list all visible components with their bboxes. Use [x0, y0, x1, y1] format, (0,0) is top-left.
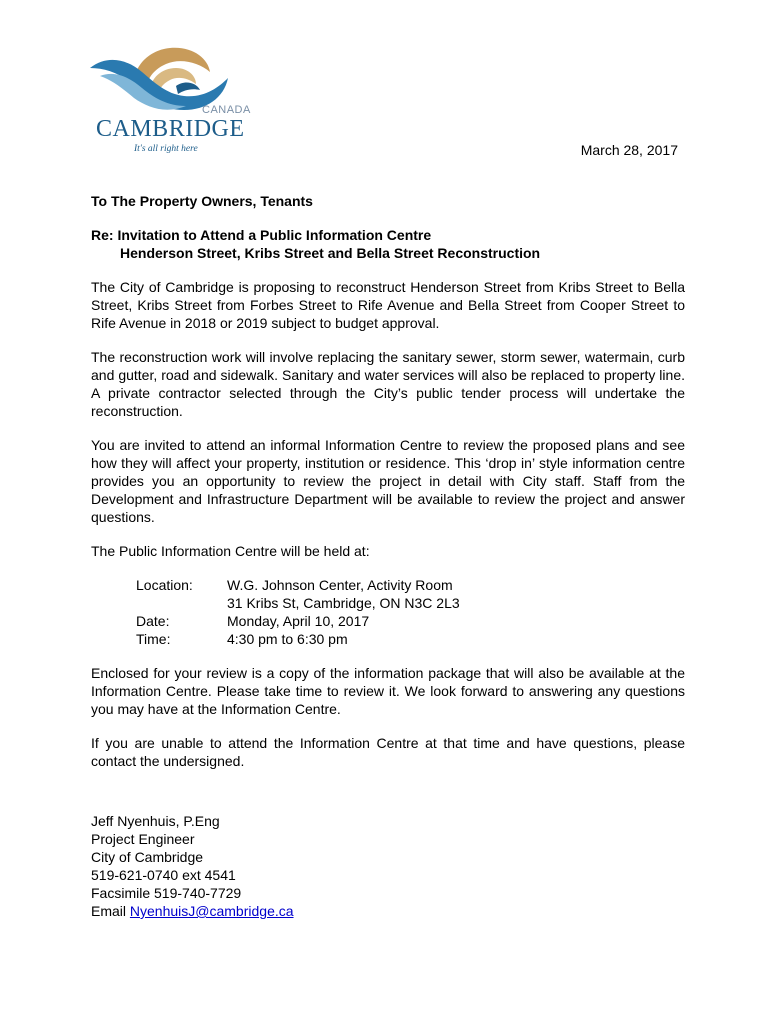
signer-organization: City of Cambridge	[91, 849, 204, 865]
signer-name: Jeff Nyenhuis, P.Eng	[91, 813, 220, 829]
logo-tagline: It's all right here	[134, 144, 198, 154]
paragraph: The Public Information Centre will be held at:	[91, 543, 370, 559]
location-value: W.G. Johnson Center, Activity Room	[227, 577, 453, 593]
paragraph: Enclosed for your review is a copy of the information package that will also be available at the Information Centre. Please take time to review it. We look forward to answering any questions you may have at the Information Centre.	[91, 665, 685, 717]
city-of-cambridge-logo	[88, 42, 251, 160]
time-label: Time:	[136, 631, 171, 647]
signer-fax: Facsimile 519-740-7729	[91, 885, 242, 901]
address-value: 31 Kribs St, Cambridge, ON N3C 2L3	[227, 595, 460, 611]
time-value: 4:30 pm to 6:30 pm	[227, 631, 348, 647]
email-link[interactable]: NyenhuisJ@cambridge.ca	[129, 903, 294, 919]
subject-line-2: Henderson Street, Kribs Street and Bella Street Reconstruction	[120, 245, 541, 261]
letter-body	[91, 192, 685, 920]
time-row	[136, 630, 685, 648]
paragraph: The City of Cambridge is proposing to reconstruct Henderson Street from Kribs Street to Bella Street, Kribs Street from Forbes Street to Rife Avenue and Bella Street from Cooper Street to Rife Avenue in 2018 or 2019 subject to budget approval.	[91, 279, 685, 331]
signer-title: Project Engineer	[91, 831, 195, 847]
location-row	[136, 576, 685, 594]
paragraph: You are invited to attend an informal Information Centre to review the proposed plans and see how they will affect your property, institution or residence. This ‘drop in’ style information centre provides you an opportunity to review the project in detail with City staff. Staff from the Development and Infrastructure Department will be available to review the project and answer questions.	[91, 437, 685, 525]
signer-email-line	[91, 902, 685, 920]
event-details	[136, 576, 685, 648]
date-label: Date:	[136, 613, 170, 629]
logo-country-text: CANADA	[202, 104, 251, 116]
date-row	[136, 612, 685, 630]
letter-date: March 28, 2017	[580, 142, 678, 158]
subject-line: Re: Invitation to Attend a Public Information Centre	[91, 227, 432, 243]
salutation: To The Property Owners, Tenants	[91, 193, 313, 209]
location-label: Location:	[136, 577, 193, 593]
address-row	[136, 594, 685, 612]
signer-phone: 519-621-0740 ext 4541	[91, 867, 236, 883]
email-label: Email	[91, 903, 130, 919]
paragraph: The reconstruction work will involve replacing the sanitary sewer, storm sewer, watermain, curb and gutter, road and sidewalk. Sanitary and water services will also be replaced to property line. A private contractor selected through the City’s public tender process will undertake the reconstruction.	[91, 349, 685, 419]
logo-city-name: CAMBRIDGE	[96, 116, 245, 142]
paragraph: If you are unable to attend the Information Centre at that time and have questions, please contact the undersigned.	[91, 735, 685, 769]
signature-block	[91, 812, 685, 920]
date-value: Monday, April 10, 2017	[227, 613, 370, 629]
